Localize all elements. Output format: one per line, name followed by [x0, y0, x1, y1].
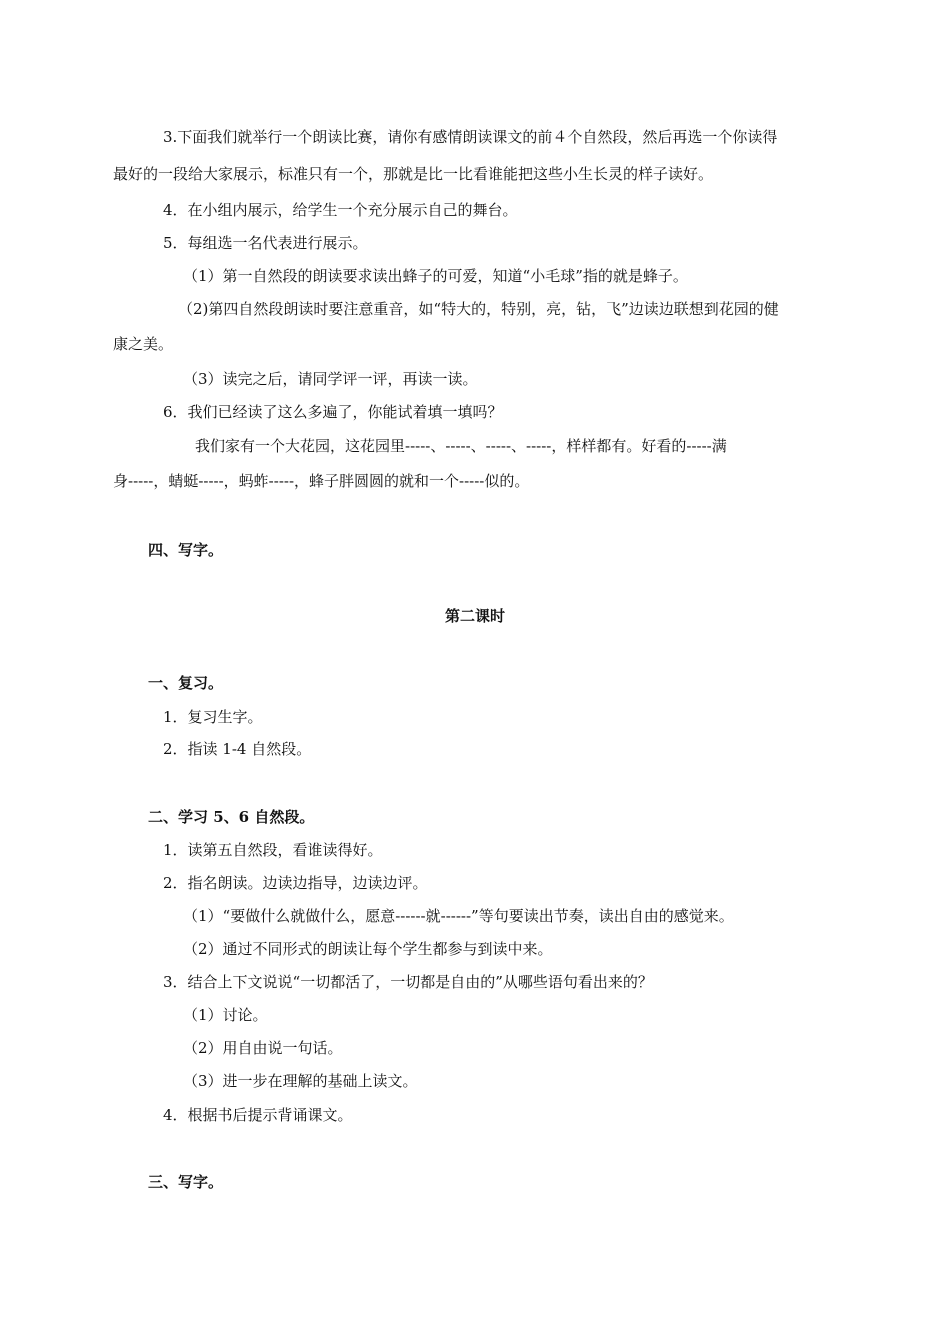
- paragraph-5-item-1: （1）第一自然段的朗读要求读出蜂子的可爱，知道“小毛球”指的就是蜂子。: [183, 267, 688, 285]
- study-item-2: 2．指名朗读。边读边指导，边读边评。: [163, 874, 428, 892]
- fill-in-line-1: 我们家有一个大花园，这花园里-----、-----、-----、-----，样样都有。好看的-----满: [195, 437, 727, 455]
- study-heading: 二、学习 5、6 自然段。: [148, 808, 315, 826]
- paragraph-5-item-2-line-2: 康之美。: [113, 335, 174, 353]
- section-heading-writing: 四、写字。: [148, 541, 224, 559]
- review-heading: 一、复习。: [148, 674, 224, 692]
- study-item-2-sub-1: （1）“要做什么就做什么，愿意------就------”等句要读出节奏，读出自由的感觉来。: [183, 907, 734, 925]
- study-item-3-sub-3: （3）进一步在理解的基础上读文。: [183, 1072, 418, 1090]
- study-item-3: 3．结合上下文说说“一切都活了，一切都是自由的”从哪些语句看出来的？: [163, 973, 653, 991]
- paragraph-3-line-1: 3.下面我们就举行一个朗读比赛，请你有感情朗读课文的前４个自然段，然后再选一个你读得: [163, 128, 778, 146]
- study-item-3-sub-2: （2）用自由说一句话。: [183, 1039, 343, 1057]
- study-item-2-sub-2: （2）通过不同形式的朗读让每个学生都参与到读中来。: [183, 940, 553, 958]
- paragraph-6: 6．我们已经读了这么多遍了，你能试着填一填吗？: [163, 403, 503, 421]
- paragraph-3-line-2: 最好的一段给大家展示，标准只有一个，那就是比一比看谁能把这些小生长灵的样子读好。: [113, 165, 714, 183]
- study-item-4: 4．根据书后提示背诵课文。: [163, 1106, 353, 1124]
- paragraph-5-item-3: （3）读完之后，请同学评一评，再读一读。: [183, 370, 478, 388]
- study-item-1: 1．读第五自然段，看谁读得好。: [163, 841, 383, 859]
- review-item-1: 1．复习生字。: [163, 708, 263, 726]
- lesson-title: 第二课时: [444, 607, 505, 625]
- study-item-3-sub-1: （1）讨论。: [183, 1006, 268, 1024]
- write-heading: 三、写字。: [148, 1173, 224, 1191]
- fill-in-line-2: 身-----，蜻蜓-----，蚂蚱-----，蜂子胖圆圆的就和一个-----似的。: [113, 472, 530, 490]
- review-item-2: 2．指读 1-4 自然段。: [163, 740, 312, 758]
- paragraph-5-item-2-line-1: （2)第四自然段朗读时要注意重音，如“特大的，特别，亮，钻，飞”边读边联想到花园的健: [178, 300, 779, 318]
- paragraph-5: 5．每组选一名代表进行展示。: [163, 234, 368, 252]
- paragraph-4: 4．在小组内展示，给学生一个充分展示自己的舞台。: [163, 201, 518, 219]
